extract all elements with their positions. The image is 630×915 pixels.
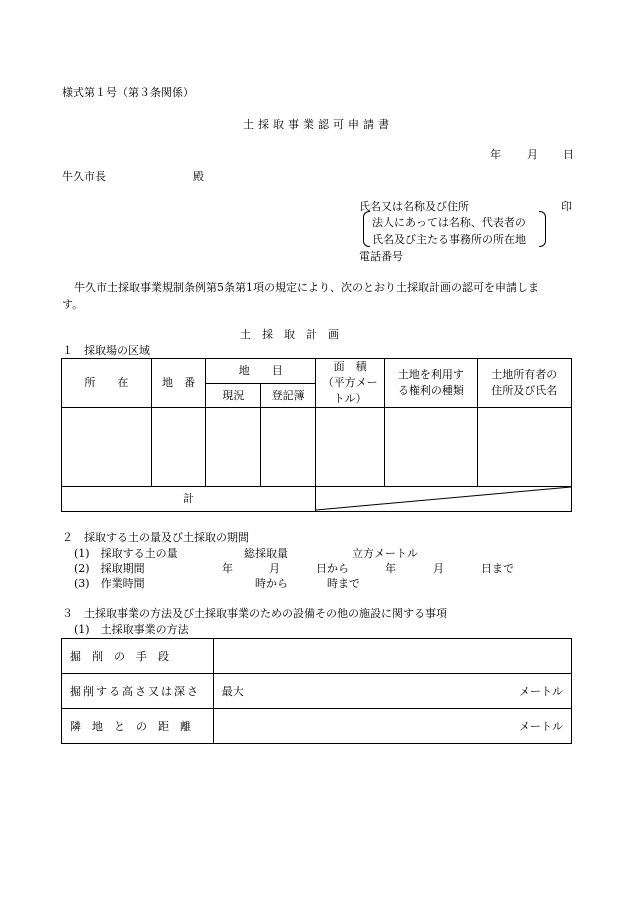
meter-unit: メートル [519,685,563,698]
total-amount-label: 総採取量 [244,547,288,560]
area-table [61,358,572,512]
header-rights: 土地を利用す る権利の種類 [385,359,477,408]
method-table [61,638,572,744]
cell-location [62,408,152,487]
plan-title: 土 採 取 計 画 [240,328,339,341]
period-from-day: 日から [316,562,349,575]
method-sub-heading: (1) 土採取事業の方法 [74,623,189,636]
body-text-line-2: す。 [62,298,84,311]
excavation-means-label: 掘削の手段 [62,639,214,674]
header-registry: 登記簿 [261,384,316,408]
table-row [62,674,572,709]
max-label: 最大 [221,685,244,698]
date-day: 日 [563,148,574,161]
date-month: 月 [527,148,538,161]
period-label: (2) 採取期間 [74,562,145,575]
applicant-name-address: 氏名又は名称及び住所 [359,200,469,213]
header-area: 面 積 （平方メー トル） [315,359,384,408]
neighbor-distance-value [213,709,571,744]
table-row [62,408,572,487]
section2-heading: ２ 採取する土の量及び土採取の期間 [62,531,249,544]
diagonal-line [316,487,571,511]
section3-heading: ３ 土採取事業の方法及び土採取事業のための設備その他の施設に関する事項 [62,607,447,620]
left-bracket [363,211,370,247]
cell-lot [151,408,206,487]
cell-owner [477,408,571,487]
right-bracket [539,211,546,247]
cell-registry [261,408,316,487]
cell-current [206,408,261,487]
period-from-year: 年 [222,562,233,575]
header-lot-number: 地 番 [151,359,206,408]
phone-number-label: 電話番号 [359,250,403,263]
period-from-month: 月 [269,562,280,575]
header-current: 現況 [206,384,261,408]
neighbor-distance-label: 隣地との距離 [62,709,214,744]
cell-rights [385,408,477,487]
cell-area [315,408,384,487]
work-hours-from: 時から [255,577,288,590]
seal-mark: 印 [561,200,572,213]
corp-note-2: 氏名及び主たる事務所の所在地 [372,233,526,246]
excavation-depth-label: 掘削する高さ又は深さ [62,674,214,709]
form-number: 様式第１号（第３条関係） [62,86,194,99]
addressee-name: 牛久市長 [62,170,106,183]
period-to-month: 月 [433,562,444,575]
work-hours-to: 時まで [327,577,360,590]
table-row [62,639,572,674]
excavation-means-value [213,639,571,674]
excavation-depth-value [213,674,571,709]
body-text-line-1: 牛久市土採取事業規制条例第5条第1項の規定により、次のとおり土採取計画の認可を申請しま [74,281,539,294]
date-year: 年 [490,148,501,161]
header-land-category: 地 目 [206,359,316,384]
soil-amount-label: (1) 採取する土の量 [74,547,178,560]
document-title: 土採取事業認可申請書 [243,118,393,131]
corp-note-1: 法人にあっては名称、代表者の [372,216,526,229]
header-owner: 土地所有者の 住所及び氏名 [477,359,571,408]
table-row [62,709,572,744]
total-diagonal-cell [315,487,571,512]
cubic-meter-unit: 立方メートル [352,547,418,560]
period-to-day: 日まで [481,562,514,575]
section1-heading: １ 採取場の区域 [62,344,150,357]
meter-unit: メートル [519,720,563,733]
period-to-year: 年 [385,562,396,575]
total-label: 計 [62,487,316,512]
work-hours-label: (3) 作業時間 [74,577,145,590]
addressee-honorific: 殿 [193,170,204,183]
header-location: 所 在 [62,359,152,408]
